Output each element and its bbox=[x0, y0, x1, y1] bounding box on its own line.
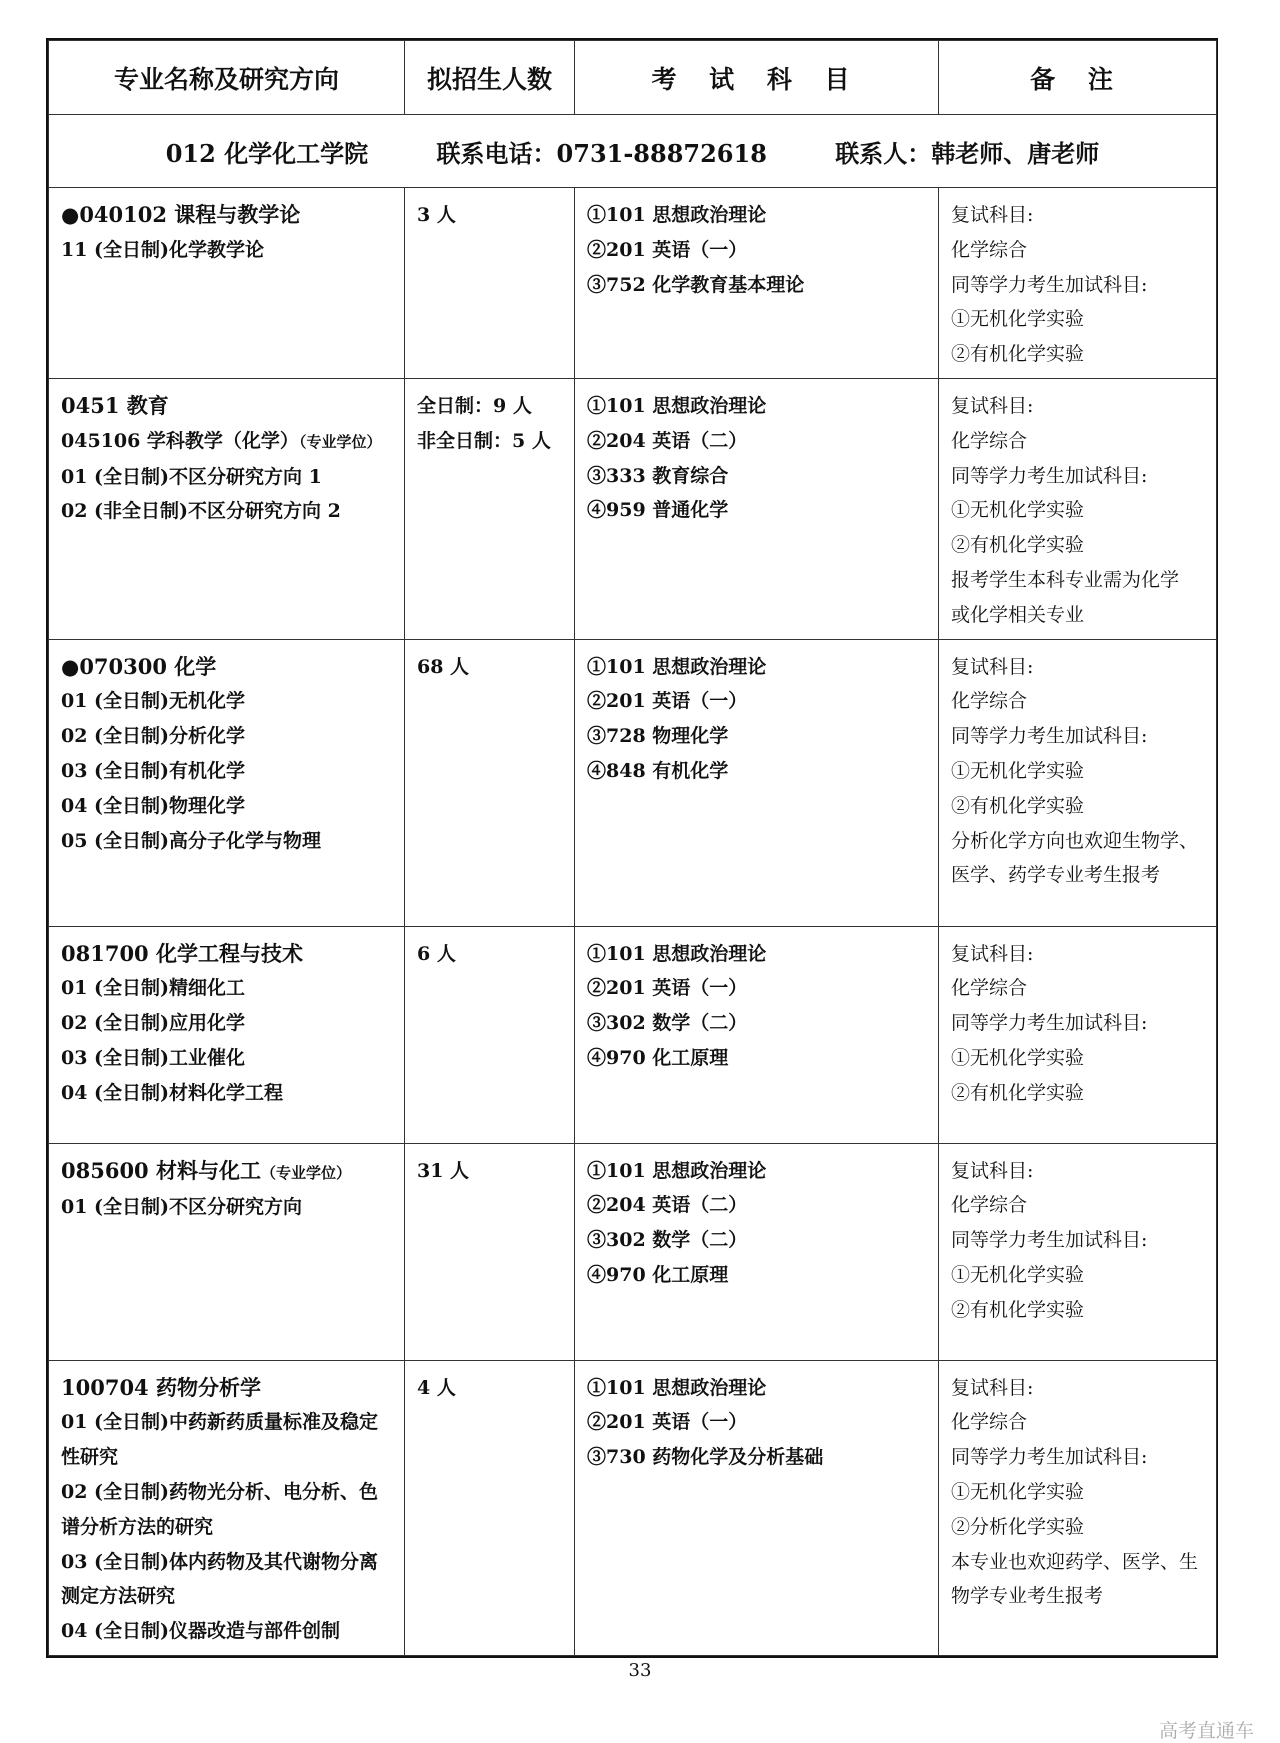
exam-subject: ③752 化学教育基本理论 bbox=[587, 273, 805, 296]
direction: 04 (全日制)仪器改造与部件创制 bbox=[61, 1620, 341, 1643]
exam-subject: ①101 思想政治理论 bbox=[587, 655, 767, 678]
exam-cell bbox=[575, 1360, 939, 1655]
note-line: 化学综合 bbox=[951, 977, 1028, 1000]
major-title: 100704 药物分析学 bbox=[61, 1374, 261, 1400]
major-title: 081700 化学工程与技术 bbox=[61, 940, 303, 966]
note-line: 化学综合 bbox=[951, 238, 1028, 261]
exam-subject: ②201 英语（一） bbox=[587, 1411, 748, 1434]
exam-cell bbox=[575, 188, 939, 379]
major-title: 0451 教育 bbox=[61, 392, 169, 418]
exam-subject: ③333 教育综合 bbox=[587, 464, 729, 487]
major-cell bbox=[49, 1360, 405, 1655]
major-code: 085600 材料与化工 bbox=[61, 1157, 261, 1183]
note-line: 或化学相关专业 bbox=[951, 603, 1085, 626]
exam-subject: ④959 普通化学 bbox=[587, 499, 729, 522]
note-line: ②有机化学实验 bbox=[951, 794, 1085, 817]
note-line: 同等学力考生加试科目: bbox=[951, 1229, 1148, 1252]
college-info bbox=[49, 115, 1217, 188]
note-line: 同等学力考生加试科目: bbox=[951, 1012, 1148, 1035]
direction: 03 (全日制)有机化学 bbox=[61, 759, 246, 782]
direction: 01 (全日制)不区分研究方向 bbox=[61, 1196, 303, 1219]
note-line: 本专业也欢迎药学、医学、生 bbox=[951, 1550, 1199, 1573]
note-line: ①无机化学实验 bbox=[951, 1263, 1085, 1286]
note-line: ②有机化学实验 bbox=[951, 1298, 1085, 1321]
exam-subject: ②201 英语（一） bbox=[587, 690, 748, 713]
exam-cell bbox=[575, 926, 939, 1143]
direction: 04 (全日制)物理化学 bbox=[61, 794, 246, 817]
direction: 01 (全日制)无机化学 bbox=[61, 690, 246, 713]
exam-subject: ④848 有机化学 bbox=[587, 759, 729, 782]
degree-tag: （专业学位） bbox=[260, 1163, 351, 1182]
table-header-row bbox=[49, 41, 1217, 115]
direction: 02 (非全日制)不区分研究方向 2 bbox=[61, 500, 341, 523]
college-contact: 联系人：韩老师、唐老师 bbox=[835, 138, 1100, 168]
note-line: 化学综合 bbox=[951, 429, 1028, 452]
header-note: 备 注 bbox=[939, 41, 1217, 115]
quota: 3 人 bbox=[417, 204, 456, 226]
note-line: 复试科目: bbox=[951, 655, 1034, 678]
note-line: 同等学力考生加试科目: bbox=[951, 464, 1148, 487]
table-row bbox=[49, 1143, 1217, 1360]
quota-cell bbox=[405, 378, 575, 639]
note-line: 分析化学方向也欢迎生物学、 bbox=[951, 829, 1199, 852]
exam-subject: ②201 英语（一） bbox=[587, 238, 748, 261]
note-line: 复试科目: bbox=[951, 394, 1034, 417]
table-row bbox=[49, 378, 1217, 639]
exam-subject: ②201 英语（一） bbox=[587, 977, 748, 1000]
direction: 03 (全日制)体内药物及其代谢物分离 bbox=[61, 1550, 379, 1573]
note-line: ①无机化学实验 bbox=[951, 499, 1085, 522]
note-line: 复试科目: bbox=[951, 204, 1034, 226]
quota-cell bbox=[405, 639, 575, 926]
exam-subject: ④970 化工原理 bbox=[587, 1263, 729, 1286]
major-cell bbox=[49, 1143, 405, 1360]
note-line: ①无机化学实验 bbox=[951, 1480, 1085, 1503]
exam-subject: ②204 英语（二） bbox=[587, 1194, 748, 1217]
watermark: 高考直通车 bbox=[1158, 1720, 1254, 1742]
major-cell bbox=[49, 926, 405, 1143]
direction: 测定方法研究 bbox=[61, 1585, 176, 1608]
note-line: ②分析化学实验 bbox=[951, 1515, 1085, 1538]
exam-subject: ④970 化工原理 bbox=[587, 1046, 729, 1069]
quota: 68 人 bbox=[417, 655, 470, 678]
note-cell bbox=[939, 1360, 1217, 1655]
note-line: 复试科目: bbox=[951, 942, 1034, 965]
note-line: 同等学力考生加试科目: bbox=[951, 725, 1148, 748]
college-phone: 联系电话：0731-88872618 bbox=[436, 138, 767, 168]
note-line: ①无机化学实验 bbox=[951, 1046, 1085, 1069]
exam-subject: ①101 思想政治理论 bbox=[587, 394, 767, 417]
note-line: 同等学力考生加试科目: bbox=[951, 1446, 1148, 1469]
major-cell bbox=[49, 639, 405, 926]
direction: 04 (全日制)材料化学工程 bbox=[61, 1081, 284, 1104]
table-row bbox=[49, 188, 1217, 379]
quota-cell bbox=[405, 188, 575, 379]
admissions-table bbox=[48, 40, 1217, 1656]
note-line: 化学综合 bbox=[951, 1194, 1028, 1217]
direction: 性研究 bbox=[61, 1446, 119, 1469]
note-line: ②有机化学实验 bbox=[951, 1081, 1085, 1104]
note-line: ②有机化学实验 bbox=[951, 534, 1085, 557]
quota-cell bbox=[405, 1143, 575, 1360]
admissions-table-frame bbox=[46, 38, 1218, 1658]
note-line: ②有机化学实验 bbox=[951, 343, 1085, 366]
exam-subject: ③302 数学（二） bbox=[587, 1229, 748, 1252]
exam-cell bbox=[575, 639, 939, 926]
note-line: 医学、药学专业考生报考 bbox=[951, 864, 1161, 887]
note-line: ①无机化学实验 bbox=[951, 308, 1085, 331]
exam-cell bbox=[575, 1143, 939, 1360]
exam-subject: ①101 思想政治理论 bbox=[587, 1159, 767, 1182]
major-title: ●070300 化学 bbox=[61, 653, 217, 679]
header-exam: 考 试 科 目 bbox=[575, 41, 939, 115]
table-row bbox=[49, 926, 1217, 1143]
direction: 谱分析方法的研究 bbox=[61, 1515, 214, 1538]
note-line: 复试科目: bbox=[951, 1159, 1034, 1182]
note-cell bbox=[939, 639, 1217, 926]
exam-subject: ③728 物理化学 bbox=[587, 725, 729, 748]
direction: 01 (全日制)不区分研究方向 1 bbox=[61, 465, 322, 488]
quota: 非全日制：5 人 bbox=[417, 429, 551, 452]
direction: 01 (全日制)中药新药质量标准及稳定 bbox=[61, 1411, 379, 1434]
note-cell bbox=[939, 926, 1217, 1143]
exam-subject: ②204 英语（二） bbox=[587, 429, 748, 452]
quota-cell bbox=[405, 1360, 575, 1655]
header-major: 专业名称及研究方向 bbox=[49, 41, 405, 115]
exam-subject: ③730 药物化学及分析基础 bbox=[587, 1446, 824, 1469]
degree-tag: （专业学位） bbox=[298, 432, 382, 451]
exam-subject: ①101 思想政治理论 bbox=[587, 204, 767, 226]
exam-subject: ③302 数学（二） bbox=[587, 1012, 748, 1035]
major-cell bbox=[49, 188, 405, 379]
note-line: 化学综合 bbox=[951, 690, 1028, 713]
sub-major bbox=[61, 424, 394, 460]
quota: 全日制：9 人 bbox=[417, 394, 532, 417]
college-row bbox=[49, 115, 1217, 188]
direction: 02 (全日制)分析化学 bbox=[61, 725, 246, 748]
exam-subject: ①101 思想政治理论 bbox=[587, 942, 767, 965]
header-quota: 拟招生人数 bbox=[405, 41, 575, 115]
direction: 03 (全日制)工业催化 bbox=[61, 1046, 246, 1069]
major-title: ●040102 课程与教学论 bbox=[61, 202, 301, 227]
note-line: 物学专业考生报考 bbox=[951, 1585, 1104, 1608]
quota: 31 人 bbox=[417, 1159, 470, 1182]
page-number: 33 bbox=[628, 1660, 652, 1681]
quota: 6 人 bbox=[417, 942, 456, 965]
direction: 01 (全日制)精细化工 bbox=[61, 977, 246, 1000]
major-cell bbox=[49, 378, 405, 639]
exam-cell bbox=[575, 378, 939, 639]
table-row bbox=[49, 639, 1217, 926]
direction: 02 (全日制)应用化学 bbox=[61, 1012, 246, 1035]
note-line: ①无机化学实验 bbox=[951, 759, 1085, 782]
note-cell bbox=[939, 1143, 1217, 1360]
note-cell bbox=[939, 188, 1217, 379]
note-line: 报考学生本科专业需为化学 bbox=[951, 568, 1180, 591]
note-cell bbox=[939, 378, 1217, 639]
quota-cell bbox=[405, 926, 575, 1143]
note-line: 复试科目: bbox=[951, 1376, 1034, 1399]
note-line: 同等学力考生加试科目: bbox=[951, 273, 1148, 296]
quota: 4 人 bbox=[417, 1376, 456, 1399]
direction: 02 (全日制)药物光分析、电分析、色 bbox=[61, 1480, 379, 1503]
sub-major-code: 045106 学科教学（化学） bbox=[61, 429, 299, 452]
college-name: 012 化学化工学院 bbox=[165, 138, 369, 168]
major-title bbox=[61, 1154, 394, 1191]
direction: 05 (全日制)高分子化学与物理 bbox=[61, 829, 322, 852]
note-line: 化学综合 bbox=[951, 1411, 1028, 1434]
direction: 11 (全日制)化学教学论 bbox=[61, 238, 265, 261]
table-row bbox=[49, 1360, 1217, 1655]
exam-subject: ①101 思想政治理论 bbox=[587, 1376, 767, 1399]
